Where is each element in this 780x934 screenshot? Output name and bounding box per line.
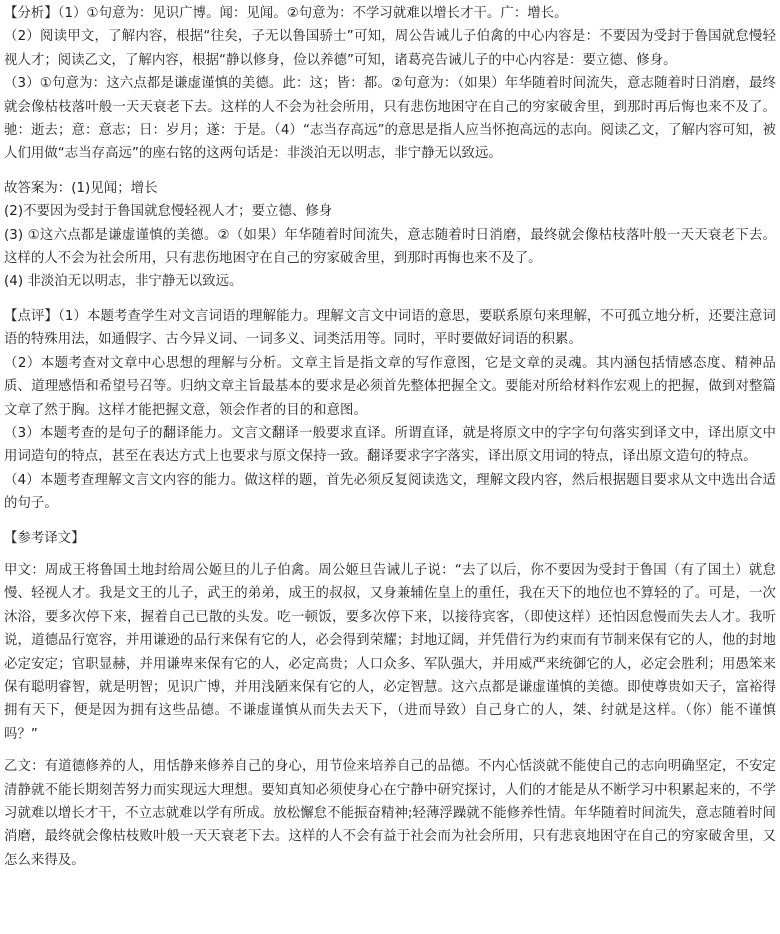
analysis-para-1: 【分析】（1）①句意为：见识广博。闻：见闻。②句意为：不学习就难以增长才干。广：增长。 (4, 6, 568, 21)
analysis-para-2: （2）阅读甲文，了解内容，根据“往矣，子无以鲁国骄士”可知，周公告诫儿子伯禽的中心内容是：不要因为受封于鲁国就怠慢轻视人才；阅读乙文，了解内容，根据“静以修身，俭以养德”可知，诸葛亮告诫儿子的中心内容是：要立德、修身。 (4, 29, 776, 68)
translation-yi: 乙文：有道德修养的人，用恬静来修养自己的身心，用节俭来培养自己的品德。不内心恬淡就不能使自己的志向明确坚定，不安定清静就不能长期刻苦努力而实现远大理想。要知真知必须使身心在宁静中研究探讨，人们的才能是从不断学习中积累起来的，不学习就难以增长才干，不立志就难以学有所成。放松懈怠不能振奋精神;轻薄浮躁就不能修养性情。年华随着时间流失，意志随着时间消磨，最终就会像枯枝败叶般一天天衰老下去。这样的人不会有益于社会而为社会所用，只有悲哀地困守在自己的穷家破舍里，又怎么来得及。 (4, 759, 776, 868)
document-body (4, 2, 776, 872)
analysis-para-3: （3）①句意为：这六点都是谦虚谨慎的美德。此：这；皆：都。②句意为：（如果）年华随着时间流失，意志随着时日消磨，最终就会像枯枝落叶般一天天衰老下去。这样的人不会为社会所用，只有悲伤地困守在自己的穷家破舍里，到那时再后悔也来不及了。驰：逝去；意：意志；日：岁月；遂：于是。（4）“志当存高远”的意思是指人应当怀抱高远的志向。阅读乙文，了解内容可知，被人们用做“志当存高远”的座右铭的这两句话是：非淡泊无以明志，非宁静无以致远。 (4, 76, 776, 162)
answer-intro: 故答案为：(1)见闻；增长 (4, 180, 158, 196)
review-para-4: （4）本题考查理解文言文内容的能力。做这样的题，首先必须反复阅读选文，理解文段内容，然后根据题目要求从文中选出合适的句子。 (4, 472, 776, 512)
answer-4: (4) 非淡泊无以明志，非宁静无以致远。 (4, 274, 243, 290)
review-para-2: （2）本题考查对文章中心思想的理解与分析。文章主旨是指文章的写作意图，它是文章的灵魂。其内涵包括情感态度、精神品质、道理感悟和希望号召等。归纳文章主旨最基本的要求是必须首先整体把握全文。要能对所给材料作宏观上的把握，做到对整篇文章了然于胸。这样才能把握文意，领会作者的目的和意图。 (4, 355, 776, 418)
translation-heading: 【参考译文】 (4, 530, 85, 546)
review-para-3: （3）本题考查的是句子的翻译能力。文言文翻译一般要求直译。所谓直译，就是将原文中的字字句句落实到译文中，译出原文中用词造句的特点，甚至在表达方式上也要求与原文保持一致。翻译要求字字落实，译出原文用词的特点，译出原文造句的特点。 (4, 425, 776, 465)
answer-2: (2)不要因为受封于鲁国就怠慢轻视人才；要立德、修身 (4, 204, 333, 220)
review-para-1: 【点评】（1）本题考查学生对文言词语的理解能力。理解文言文中词语的意思，要联系原句来理解，不可孤立地分析，还要注意词语的特殊用法，如通假字、古今异义词、一词多义、词类活用等。同时，平时要做好词语的积累。 (4, 308, 776, 348)
translation-jia: 甲文：周成王将鲁国土地封给周公姬旦的儿子伯禽。周公姬旦告诫儿子说：“去了以后，你不要因为受封于鲁国（有了国土）就怠慢、轻视人才。我是文王的儿子，武王的弟弟，成王的叔叔，又身兼辅佐皇上的重任，我在天下的地位也不算轻的了。可是，一次沐浴，要多次停下来，握着自己已散的头发。吃一顿饭，要多次停下来，以接待宾客，（即使这样）还怕因怠慢而失去人才。我听说，道德品行宽容，并用谦逊的品行来保有它的人，必会得到荣耀；封地辽阔，并凭借行为约束而有节制来保有它的人，他的封地必定安定；官职显赫，并用谦卑来保有它的人，必定高贵；人口众多、军队强大，并用威严来统御它的人，必定会胜利；用愚笨来保有聪明睿智，就是明智；见识广博，并用浅陋来保有它的人，必定智慧。这六点都是谦虚谨慎的美德。即使尊贵如天子，富裕得拥有天下，便是因为拥有这些品德。不谦虚谨慎从而失去天下，（进而导致）自己身亡的人，桀、纣就是这样。（你）能不谨慎吗？” (4, 562, 776, 742)
answer-3: (3) ①这六点都是谦虚谨慎的美德。②（如果）年华随着时间流失，意志随着时日消磨，最终就会像枯枝落叶般一天天衰老下去。这样的人不会为社会所用，只有悲伤地困守在自己的穷家破舍里，到那时再悔也来不及了。 (4, 227, 776, 267)
